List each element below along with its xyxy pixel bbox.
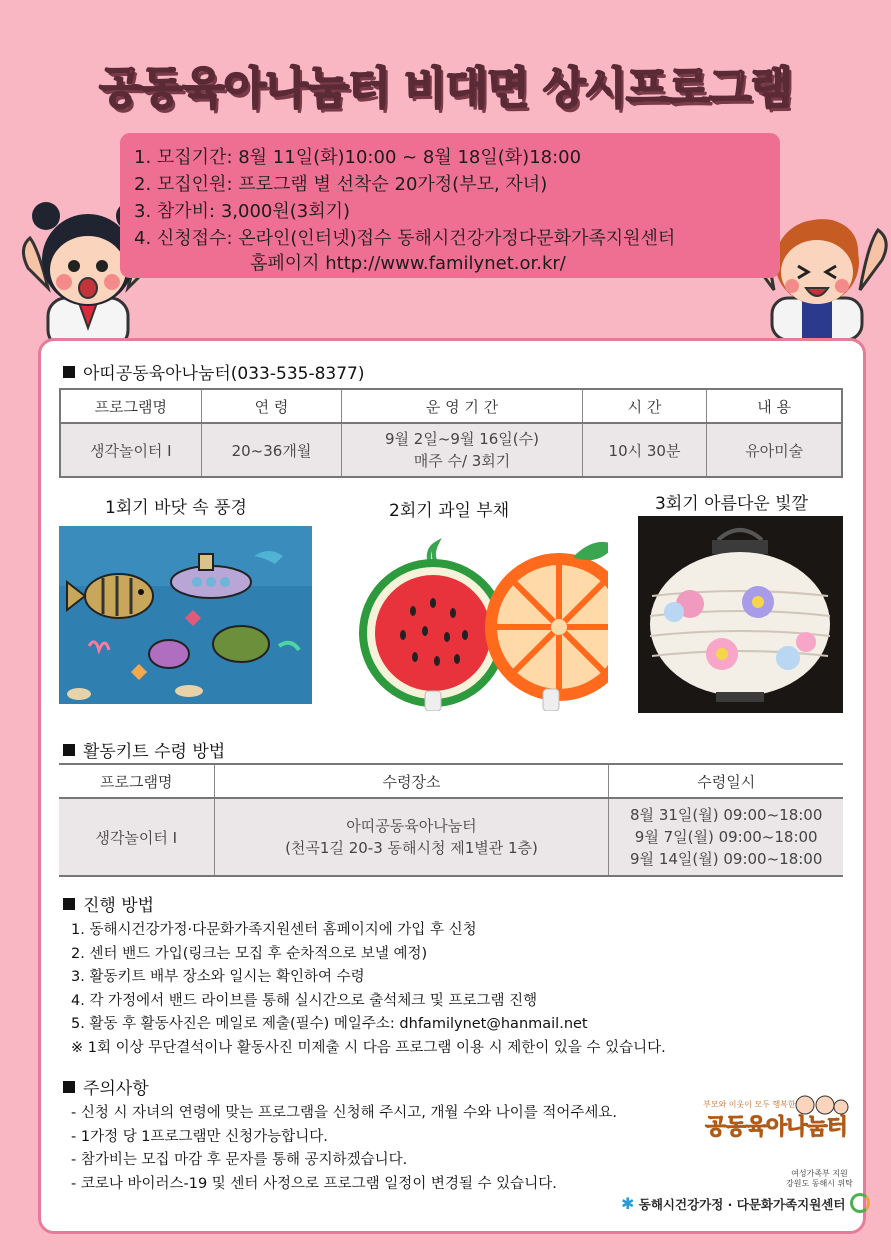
section-center-title: 아띠공동육아나눔터(033-535-8377)	[63, 359, 365, 384]
kit-pickup-table	[59, 763, 843, 877]
pinwheel-icon: ✱	[621, 1194, 635, 1213]
list-item: - 1가정 당 1프로그램만 신청가능합니다.	[71, 1128, 328, 1145]
logo-sponsor: 여성가족부 지원 강원도 동해시 위탁	[786, 1169, 853, 1188]
table-row	[59, 798, 843, 876]
table-header-row	[60, 389, 842, 423]
family-faces-icon	[791, 1093, 851, 1117]
list-item: - 신청 시 자녀의 연령에 맞는 프로그램을 신청해 주시고, 개월 수와 나이를 적어주세요.	[71, 1105, 617, 1121]
fruit-fan-photo	[333, 531, 608, 711]
page-title: 공동육아나눔터 비대면 상시프로그램	[99, 63, 792, 114]
cell-dates: 8월 31일(월) 09:00~18:00 9월 7일(월) 09:00~18:00 9월 14일(월) 09:00~18:00	[609, 798, 843, 876]
table-header: 수령일시	[609, 764, 843, 798]
bullet-square-icon	[63, 898, 75, 910]
table-row	[60, 423, 842, 477]
table-header: 시 간	[582, 389, 707, 423]
cell-program: 생각놀이터 I	[60, 423, 201, 477]
cell-age: 20~36개월	[201, 423, 342, 477]
table-header: 프로그램명	[60, 389, 201, 423]
info-line-application: 4. 신청접수: 온라인(인터넷)접수 동해시건강가정다문화가족지원센터	[134, 228, 676, 249]
bullet-square-icon	[63, 1081, 75, 1093]
undersea-craft-photo	[59, 526, 312, 704]
table-header: 연 령	[201, 389, 342, 423]
cell-period: 9월 2일~9월 16일(수) 매주 수/ 3회기	[342, 423, 582, 477]
info-line-homepage: 홈페이지 http://www.familynet.or.kr/	[250, 253, 566, 274]
bullet-square-icon	[63, 744, 75, 756]
center-logo	[621, 1193, 870, 1213]
lantern-photo	[638, 516, 843, 713]
circle-logo-icon	[850, 1193, 870, 1213]
session-2-caption: 2회기 과일 부채	[389, 501, 510, 521]
list-item: - 참가비는 모집 마감 후 문자를 통해 공지하겠습니다.	[71, 1152, 408, 1168]
session-1-caption: 1회기 바닷 속 풍경	[105, 498, 247, 518]
cell-content: 유아미술	[707, 423, 842, 477]
cell-program: 생각놀이터 I	[59, 798, 214, 876]
logo-name: 공동육아나눔터	[705, 1115, 847, 1140]
table-header: 프로그램명	[59, 764, 214, 798]
session-3-caption: 3회기 아름다운 빛깔	[655, 494, 808, 514]
table-header-row	[59, 764, 843, 798]
list-item: 2. 센터 밴드 가입(링크는 모집 후 순차적으로 보낼 예정)	[71, 945, 428, 962]
section-notice-title: 주의사항	[63, 1074, 149, 1099]
list-item: - 코로나 바이러스-19 및 센터 사정으로 프로그램 일정이 변경될 수 있습니다.	[71, 1175, 557, 1192]
section-process-title: 진행 방법	[63, 891, 154, 916]
info-line-fee: 3. 참가비: 3,000원(3회기)	[134, 201, 351, 222]
cell-time: 10시 30분	[582, 423, 707, 477]
info-line-capacity: 2. 모집인원: 프로그램 별 선착순 20가정(부모, 자녀)	[134, 174, 548, 195]
program-schedule-table	[59, 388, 843, 478]
process-list	[71, 919, 666, 1060]
logo-tagline: 부모와 이웃이 모두 행복한	[703, 1100, 796, 1109]
table-header: 수령장소	[214, 764, 609, 798]
list-item: ※ 1회 이상 무단결석이나 활동사진 미제출 시 다음 프로그램 이용 시 제한이 있을 수 있습니다.	[71, 1039, 666, 1056]
notice-list	[71, 1102, 617, 1196]
list-item: 4. 각 가정에서 밴드 라이브를 통해 실시간으로 출석체크 및 프로그램 진행	[71, 992, 538, 1009]
center-name: 동해시건강가정 · 다문화가족지원센터	[638, 1197, 846, 1212]
nanumteo-logo	[691, 1099, 861, 1141]
list-item: 3. 활동키트 배부 장소와 일시는 확인하여 수령	[71, 969, 365, 985]
recruitment-info-box	[120, 133, 780, 278]
table-header: 운 영 기 간	[342, 389, 582, 423]
list-item: 5. 활동 후 활동사진은 메일로 제출(필수) 메일주소: dhfamilynet@hanmail.net	[71, 1016, 588, 1032]
list-item: 1. 동해시건강가정·다문화가족지원센터 홈페이지에 가입 후 신청	[71, 922, 477, 938]
program-card	[38, 338, 866, 1234]
table-header: 내 용	[707, 389, 842, 423]
bullet-square-icon	[63, 366, 75, 378]
section-kit-title: 활동키트 수령 방법	[63, 737, 225, 762]
cell-place: 아띠공동육아나눔터 (천곡1길 20-3 동해시청 제1별관 1층)	[214, 798, 609, 876]
info-line-period: 1. 모집기간: 8월 11일(화)10:00 ~ 8월 18일(화)18:00	[134, 147, 582, 168]
